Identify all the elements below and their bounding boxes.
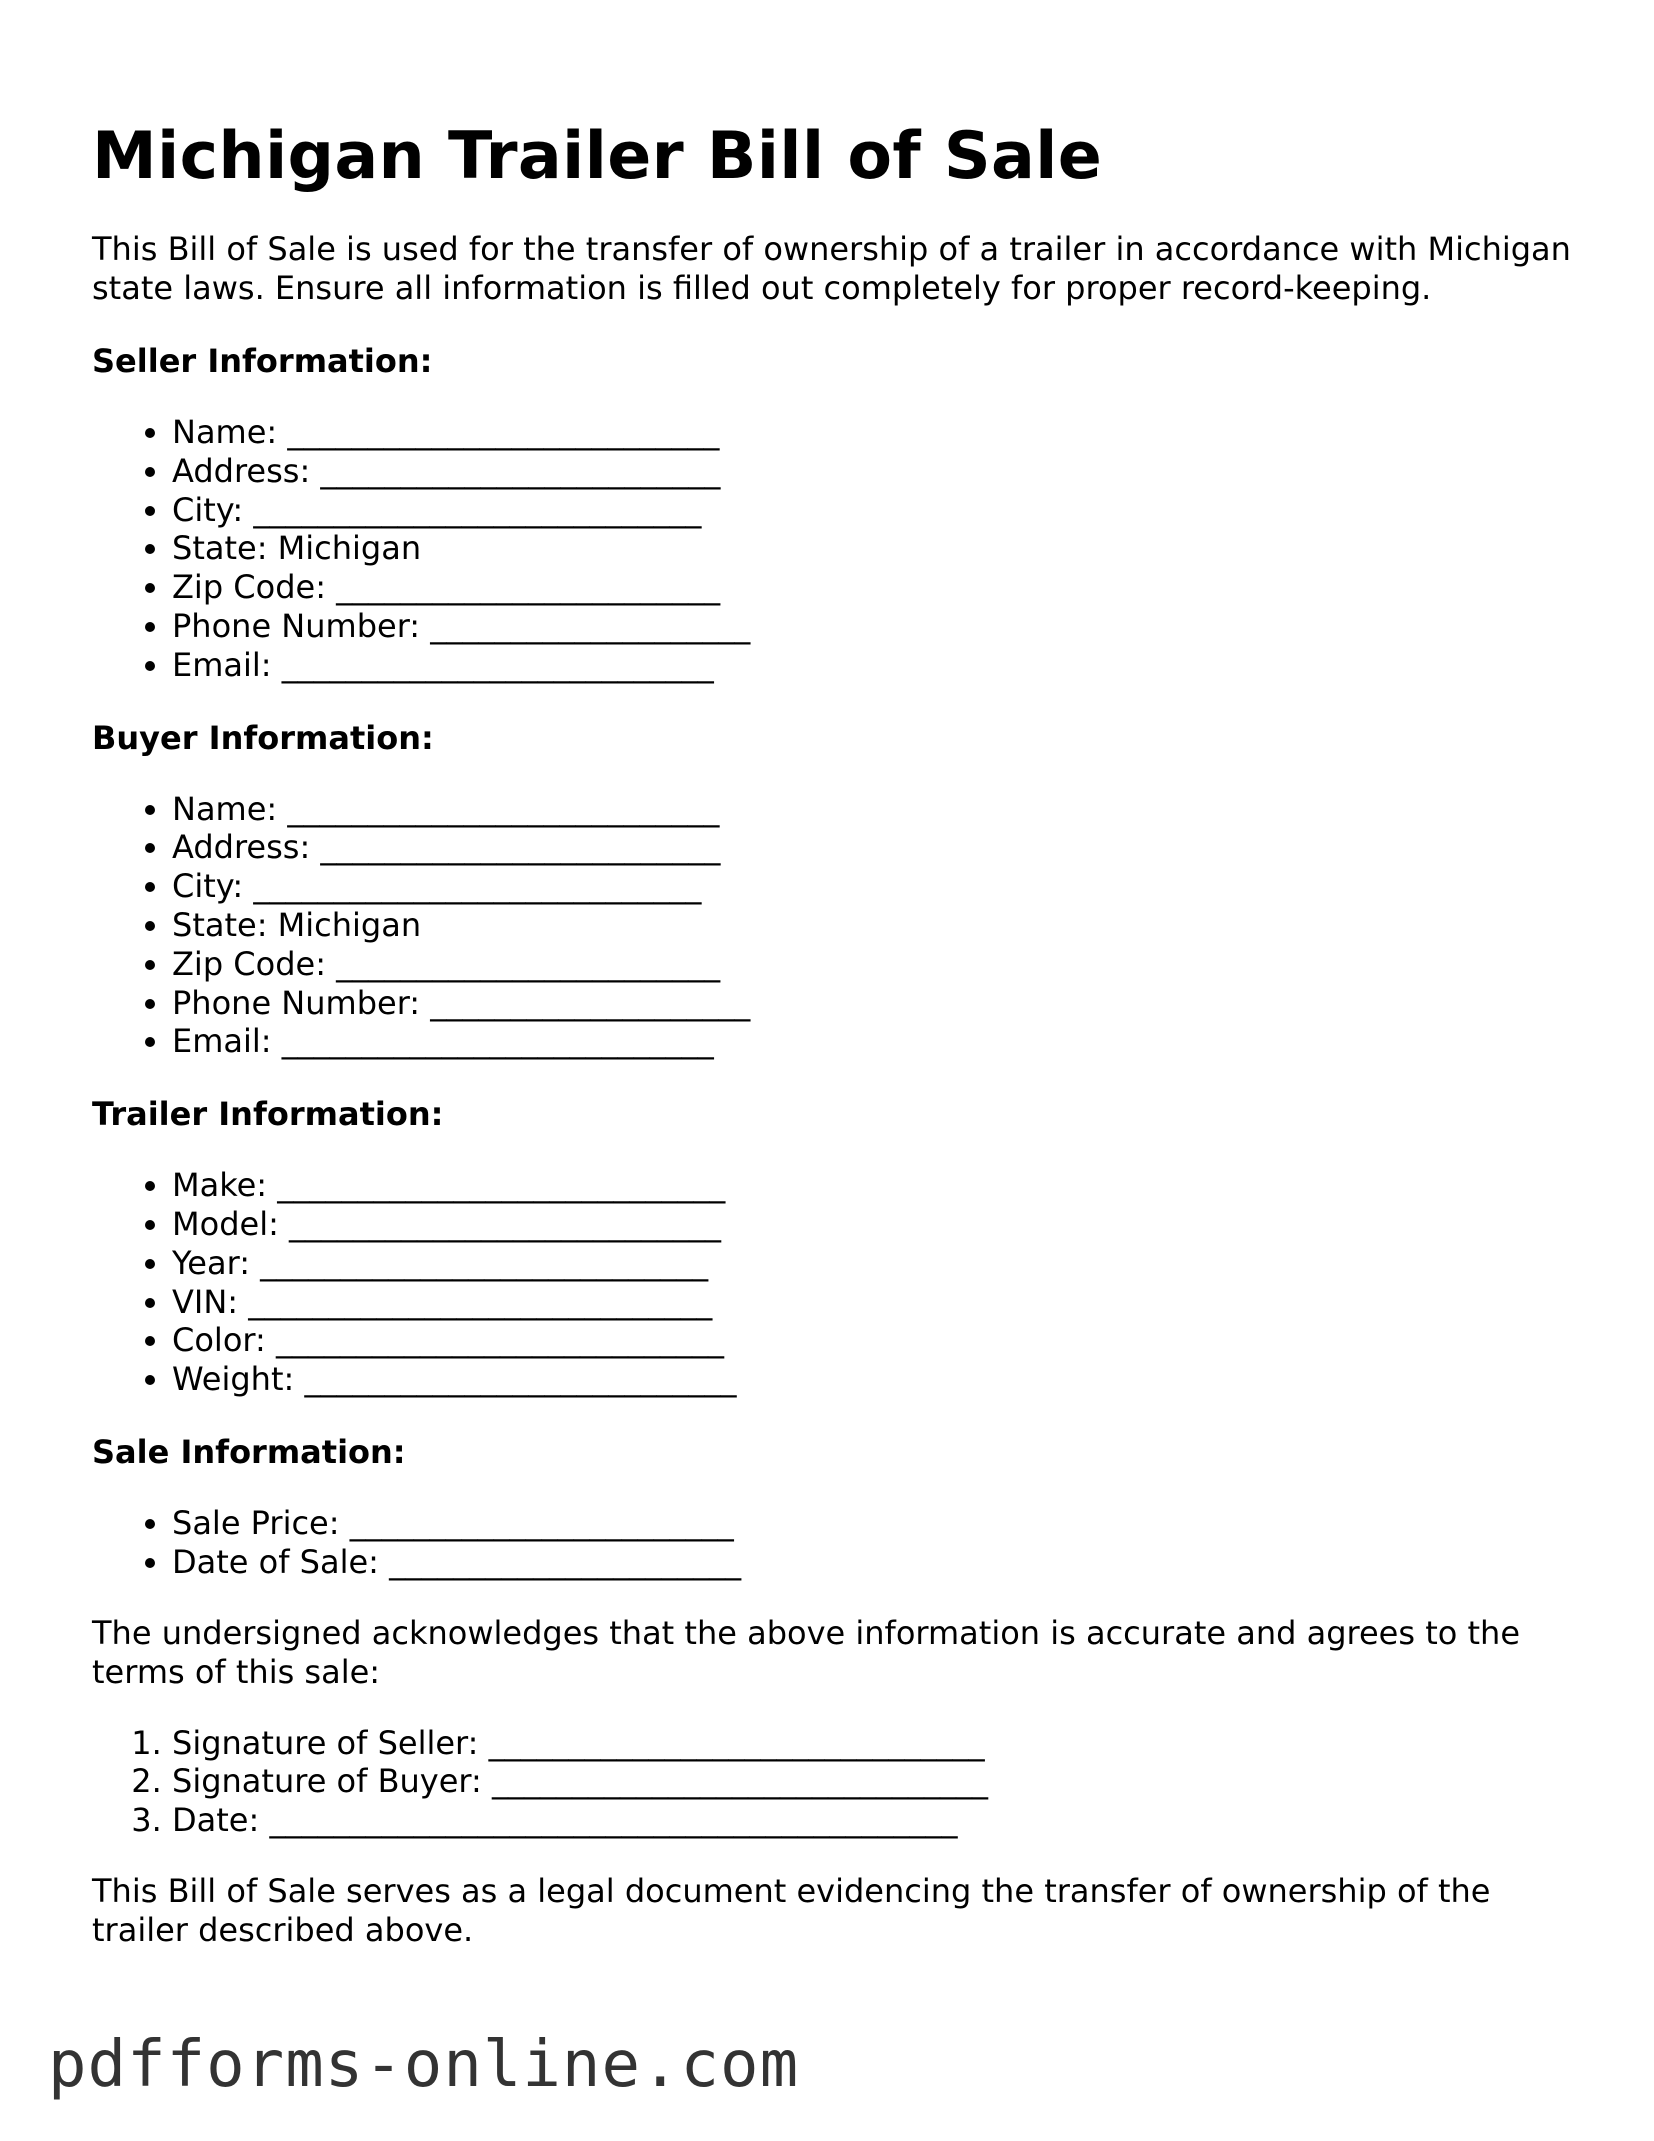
fill-in-blank[interactable]: ____________________________ xyxy=(253,490,702,529)
field-label: Phone Number: xyxy=(172,606,431,645)
field-label: Name: xyxy=(172,789,288,828)
field-item xyxy=(172,1504,1572,1543)
field-label: Address: xyxy=(172,451,321,490)
field-item xyxy=(172,491,1572,530)
field-label: Signature of Buyer: xyxy=(172,1762,492,1801)
signature-list xyxy=(92,1724,1572,1840)
field-label: State: Michigan xyxy=(172,905,422,944)
sale-heading: Sale Information: xyxy=(92,1432,406,1471)
acknowledgement-paragraph: The undersigned acknowledges that the above information is accurate and agrees to the terms of this sale: xyxy=(92,1613,1520,1691)
field-label: Model: xyxy=(172,1204,290,1243)
page-title: Michigan Trailer Bill of Sale xyxy=(92,119,1103,194)
field-label: Email: xyxy=(172,645,282,684)
buyer-heading: Buyer Information: xyxy=(92,718,434,757)
field-label: State: Michigan xyxy=(172,529,422,568)
fill-in-blank[interactable]: _________________________ xyxy=(320,451,721,490)
fill-in-blank[interactable]: ___________________________ xyxy=(287,413,720,451)
field-label: Signature of Seller: xyxy=(172,1723,489,1762)
field-label: Color: xyxy=(172,1321,276,1360)
field-item xyxy=(172,984,1572,1023)
fill-in-blank[interactable]: ___________________________ xyxy=(289,1204,722,1243)
field-item xyxy=(172,646,1572,685)
fill-in-blank[interactable]: _______________________________ xyxy=(488,1723,985,1762)
field-item xyxy=(172,945,1572,984)
fill-in-blank[interactable]: ____________________________ xyxy=(253,867,702,906)
field-item xyxy=(172,452,1572,491)
field-item xyxy=(172,1801,1572,1840)
field-item xyxy=(172,1321,1572,1360)
field-label: Date: xyxy=(172,1801,270,1840)
fill-in-blank[interactable]: ___________________________ xyxy=(287,789,720,828)
fill-in-blank[interactable]: ___________________________________________ xyxy=(269,1801,958,1840)
field-label: VIN: xyxy=(172,1282,249,1321)
field-label: Weight: xyxy=(172,1360,305,1399)
fill-in-blank[interactable]: ______________________ xyxy=(389,1542,742,1581)
field-item xyxy=(172,867,1572,906)
field-label: Year: xyxy=(172,1243,261,1282)
field-label: Make: xyxy=(172,1166,278,1205)
trailer-heading: Trailer Information: xyxy=(92,1095,444,1134)
watermark: pdfforms-online.com xyxy=(48,2028,800,2102)
field-label: Phone Number: xyxy=(172,983,431,1022)
buyer-fields xyxy=(92,790,1572,1062)
field-item xyxy=(172,413,1572,452)
field-label: Name: xyxy=(172,413,288,451)
fill-in-blank[interactable]: ____________________________ xyxy=(277,1166,726,1205)
field-label: City: xyxy=(172,867,254,906)
field-item xyxy=(172,1205,1572,1244)
fill-in-blank[interactable]: ________________________ xyxy=(336,944,721,983)
intro-paragraph: This Bill of Sale is used for the transfer of ownership of a trailer in accordance with Michigan state laws. Ensure all information is filled out completely for proper record-keeping. xyxy=(92,230,1571,307)
fill-in-blank[interactable]: _________________________ xyxy=(320,828,721,867)
seller-fields xyxy=(92,413,1572,685)
field-label: Zip Code: xyxy=(172,568,337,607)
field-item xyxy=(172,906,1572,945)
fill-in-blank[interactable]: ________________________ xyxy=(349,1503,734,1542)
field-label: Date of Sale: xyxy=(172,1542,390,1581)
trailer-fields xyxy=(92,1166,1572,1399)
fill-in-blank[interactable]: ___________________________ xyxy=(281,645,714,684)
fill-in-blank[interactable]: ____________________________ xyxy=(260,1243,709,1282)
field-item xyxy=(172,1724,1572,1763)
seller-heading: Seller Information: xyxy=(92,342,433,380)
field-item xyxy=(172,1244,1572,1283)
field-label: Zip Code: xyxy=(172,944,337,983)
fill-in-blank[interactable]: ____________________ xyxy=(430,983,751,1022)
field-item xyxy=(172,790,1572,829)
fill-in-blank[interactable]: ____________________________ xyxy=(275,1321,724,1360)
field-item xyxy=(172,1022,1572,1061)
closing-paragraph: This Bill of Sale serves as a legal document evidencing the transfer of ownership of the trailer described above. xyxy=(92,1871,1491,1949)
field-label: City: xyxy=(172,490,254,529)
field-item xyxy=(172,828,1572,867)
field-item xyxy=(172,1360,1572,1399)
field-item xyxy=(172,1762,1572,1801)
field-item xyxy=(172,1543,1572,1582)
field-item xyxy=(172,529,1572,568)
fill-in-blank[interactable]: _______________________________ xyxy=(491,1762,988,1801)
fill-in-blank[interactable]: ____________________ xyxy=(430,606,751,645)
field-item xyxy=(172,1166,1572,1205)
fill-in-blank[interactable]: ___________________________ xyxy=(304,1360,737,1399)
fill-in-blank[interactable]: ___________________________ xyxy=(281,1022,714,1061)
field-item xyxy=(172,568,1572,607)
fill-in-blank[interactable]: ________________________ xyxy=(336,568,721,607)
document xyxy=(92,112,1572,1982)
sale-fields xyxy=(92,1504,1572,1582)
field-item xyxy=(172,1283,1572,1322)
field-item xyxy=(172,607,1572,646)
field-label: Address: xyxy=(172,828,321,867)
fill-in-blank[interactable]: _____________________________ xyxy=(248,1282,713,1321)
field-label: Email: xyxy=(172,1022,282,1061)
field-label: Sale Price: xyxy=(172,1503,350,1542)
